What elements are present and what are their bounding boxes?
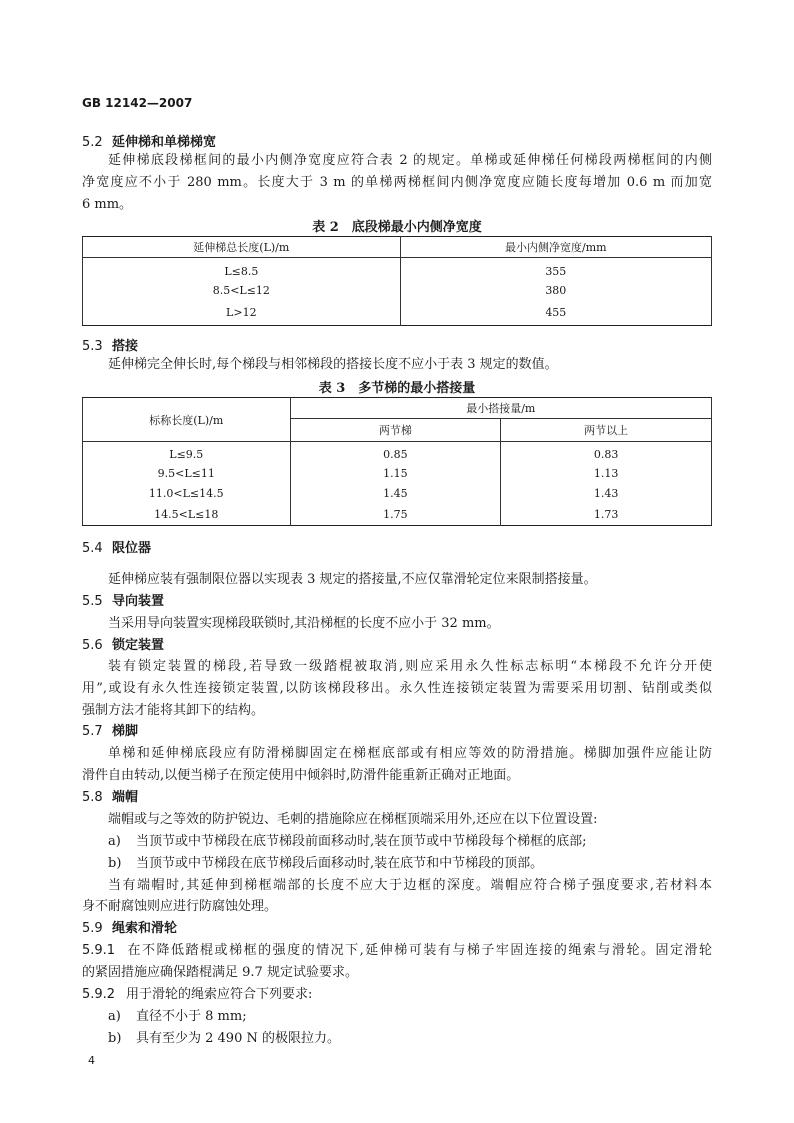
list-item: b) 当顶节或中节梯段在底节梯段后面移动时,装在底节和中节梯段的顶部。 <box>108 856 544 871</box>
table-cell: L≤9.5 <box>83 442 291 464</box>
paragraph-line: 强制方法才能将其卸下的结构。 <box>82 703 265 718</box>
table-cell: 1.75 <box>290 504 501 526</box>
table-row <box>83 280 712 301</box>
paragraph-line: 用”,或设有永久性连接锁定装置,以防该梯段移出。永久性连接锁定装置为需要采用切割、钻削或类似 <box>82 681 712 696</box>
paragraph-line: 当有端帽时,其延伸到梯框端部的长度不应大于边框的深度。端帽应符合梯子强度要求,若材料本 <box>108 878 712 893</box>
paragraph-line: 净宽度应不小于 280 mm。长度大于 3 m 的单梯两梯框间内侧净宽度应随长度每增加 0.6 m 而加宽 <box>82 175 712 190</box>
table-cell: 1.73 <box>593 507 619 521</box>
section-5-4-heading: 5.4 限位器 <box>82 541 152 556</box>
paragraph-line: 当采用导向装置实现梯段联锁时,其沿梯框的长度不应小于 32 mm。 <box>108 616 500 631</box>
paragraph-line: 单梯和延伸梯底段应有防滑梯脚固定在梯框底部或有相应等效的防滑措施。梯脚加强件应能让防 <box>108 746 712 761</box>
table-cell: 9.5<L≤11 <box>83 464 291 484</box>
table-header: 最小内侧净宽度/mm <box>505 241 607 254</box>
table-cell: L>12 <box>83 301 401 326</box>
table-cell: 355 <box>545 265 567 279</box>
paragraph-line: 延伸梯底段梯框间的最小内侧净宽度应符合表 2 的规定。单梯或延伸梯任何梯段两梯框间的内侧 <box>108 153 712 168</box>
list-item: a) 直径不小于 8 mm; <box>108 1009 247 1024</box>
table-header: 延伸梯总长度(L)/m <box>83 237 401 258</box>
list-item: b) 具有至少为 2 490 N 的极限拉力。 <box>108 1031 340 1046</box>
table-header: 最小搭接量/m <box>290 398 711 419</box>
table-cell: L≤8.5 <box>83 258 401 280</box>
section-5-9-2: 5.9.2 用于滑轮的绳索应符合下列要求: <box>82 987 313 1002</box>
section-5-5-heading: 5.5 导向装置 <box>82 594 165 609</box>
table-cell: 1.13 <box>593 467 619 480</box>
table-2 <box>82 236 712 326</box>
page-number: 4 <box>88 1054 95 1067</box>
table-cell: 0.83 <box>593 448 619 462</box>
paragraph-line: 滑件自由转动,以便当梯子在预定使用中倾斜时,防滑件能重新正确对正地面。 <box>82 768 520 783</box>
table-row <box>83 258 712 280</box>
table-row <box>83 504 712 526</box>
paragraph-line: 身不耐腐蚀则应进行防腐蚀处理。 <box>82 899 278 914</box>
section-5-7-heading: 5.7 梯脚 <box>82 724 139 739</box>
table-cell: 1.43 <box>593 487 619 500</box>
table-row <box>83 484 712 504</box>
section-5-3-heading: 5.3 搭接 <box>82 339 139 354</box>
section-5-2-heading: 5.2 延伸梯和单梯梯宽 <box>82 135 217 150</box>
table-cell: 380 <box>545 283 567 297</box>
paragraph-line: 装有锁定装置的梯段,若导致一级踏棍被取消,则应采用永久性标志标明“本梯段不允许分开使 <box>108 659 712 674</box>
table-cell: 455 <box>545 306 567 320</box>
table-cell: 8.5<L≤12 <box>83 280 401 301</box>
section-5-9-heading: 5.9 绳索和滑轮 <box>82 921 178 936</box>
table-row <box>83 442 712 464</box>
table-cell: 11.0<L≤14.5 <box>83 484 291 504</box>
table-row <box>83 464 712 484</box>
list-item: a) 当顶节或中节梯段在底节梯段前面移动时,装在顶节或中节梯段每个梯框的底部; <box>108 834 587 849</box>
document-header: GB 12142—2007 <box>82 96 193 110</box>
paragraph-line: 的紧固措施应确保踏棍满足 9.7 规定试验要求。 <box>82 965 358 980</box>
table-cell: 14.5<L≤18 <box>83 504 291 526</box>
table-header: 标称长度(L)/m <box>83 398 291 442</box>
table-cell: 0.85 <box>290 442 501 464</box>
section-5-9-1: 5.9.1 在不降低踏棍或梯框的强度的情况下,延伸梯可装有与梯子牢固连接的绳索与滑轮。固定滑轮 <box>82 943 712 958</box>
paragraph-line: 延伸梯完全伸长时,每个梯段与相邻梯段的搭接长度不应小于表 3 规定的数值。 <box>108 357 558 372</box>
section-5-6-heading: 5.6 锁定装置 <box>82 638 165 653</box>
table-2-caption: 表 2 底段梯最小内侧净宽度 <box>312 220 482 235</box>
section-5-8-heading: 5.8 端帽 <box>82 790 139 805</box>
table-row <box>83 301 712 326</box>
table-header: 两节以上 <box>584 424 629 437</box>
paragraph-line: 端帽或与之等效的防护锐边、毛刺的措施除应在梯框顶端采用外,还应在以下位置设置: <box>108 812 598 827</box>
table-cell: 1.15 <box>290 464 501 484</box>
paragraph-line: 延伸梯应装有强制限位器以实现表 3 规定的搭接量,不应仅靠滑轮定位来限制搭接量。 <box>108 572 597 587</box>
table-3 <box>82 397 712 526</box>
table-header: 两节梯 <box>290 419 501 442</box>
table-3-caption: 表 3 多节梯的最小搭接量 <box>318 381 476 396</box>
table-cell: 1.45 <box>290 484 501 504</box>
paragraph-line: 6 mm。 <box>82 197 133 212</box>
